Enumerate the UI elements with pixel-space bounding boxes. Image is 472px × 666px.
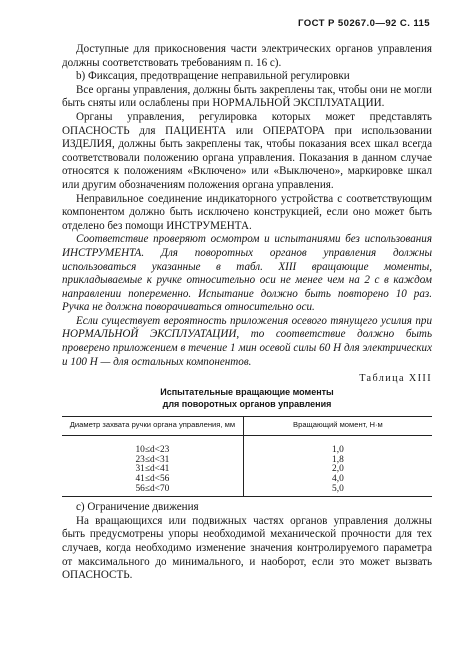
- cell-diameter: 10≤d<23: [62, 436, 243, 456]
- table-row: [62, 485, 432, 497]
- compliance-paragraph: Если существует вероятность приложения осевого тянущего усилия при НОРМАЛЬНОЙ ЭКСПЛУАТАЦИИ, то соответствие должно быть проверено приложением в течение 1 мин осевой силы 60 Н для электрических и 100 Н — для остальных компонентов.: [62, 314, 432, 368]
- paragraph: На вращающихся или подвижных частях органов управления должны быть предусмотрены упоры необходимой механической прочности для тех случаев, когда необходимо изменение значения контролируемого параметра от максимального до минимального, и наоборот, если это может вызвать ОПАСНОСТЬ.: [62, 514, 432, 582]
- cell-torque: 4,0: [332, 474, 344, 485]
- paragraph: Неправильное соединение индикаторного устройства с соответствующим компонентом должно быть исключено конструкцией, если оно может быть отделено без помощи ИНСТРУМЕНТА.: [62, 192, 432, 232]
- paragraph: Органы управления, регулировка которых может представлять ОПАСНОСТЬ для ПАЦИЕНТА или ОПЕРАТОРА при использовании ИЗДЕЛИЯ, должны быть закреплены так, чтобы показания всех шкал всегда соответствовали положению органа управления. Показания в данном случае относятся к положениям «Включено» или «Выключено», маркировке шкал или другим обозначениям положения органа управления.: [62, 110, 432, 191]
- subsection-heading: b) Фиксация, предотвращение неправильной регулировки: [76, 70, 350, 83]
- cell-diameter: 56≤d<70: [62, 485, 243, 497]
- paragraph: Доступные для прикосновения части электрических органов управления должны соответствовать требованиям п. 16 с).: [62, 43, 432, 69]
- table-row: [62, 475, 432, 485]
- cell-torque: 1,0: [332, 445, 344, 456]
- cell-torque: 5,0: [243, 485, 432, 497]
- table-row: [62, 456, 432, 466]
- table-row: [62, 436, 432, 456]
- cell-diameter: 23≤d<31: [62, 456, 243, 466]
- cell-diameter: 41≤d<56: [62, 475, 243, 485]
- column-header-torque: Вращающий момент, Н·м: [243, 417, 432, 436]
- table-title-line: для поворотных органов управления: [162, 399, 332, 410]
- torque-table: [62, 416, 432, 497]
- paragraph: Все органы управления, должны быть закреплены так, чтобы они не могли быть сняты или ослаблены при НОРМАЛЬНОЙ ЭКСПЛУАТАЦИИ.: [62, 83, 432, 110]
- cell-diameter: 31≤d<41: [62, 465, 243, 475]
- cell-torque: 1,8: [332, 454, 344, 465]
- table-row: [62, 465, 432, 475]
- table-title-line: Испытательные вращающие моменты: [160, 387, 334, 398]
- compliance-paragraph: Соответствие проверяют осмотром и испытаниями без использования ИНСТРУМЕНТА. Для поворотных органов управления должны использоваться указанные в табл. XIII вращающие моменты, прикладываемые к ручке относительно оси не менее чем на 2 с в каждом направлении попеременно. Испытание должно быть повторено 10 раз. Ручка не должна поворачиваться относительно оси.: [62, 233, 432, 314]
- table-caption: Таблица XIII: [359, 373, 432, 385]
- cell-torque: 2,0: [332, 464, 344, 475]
- column-header-diameter: Диаметр захвата ручки органа управления, мм: [62, 417, 243, 436]
- page-header: ГОСТ Р 50267.0—92 С. 115: [298, 18, 430, 29]
- table-title: [62, 386, 432, 410]
- subsection-heading: c) Ограничение движения: [76, 501, 199, 514]
